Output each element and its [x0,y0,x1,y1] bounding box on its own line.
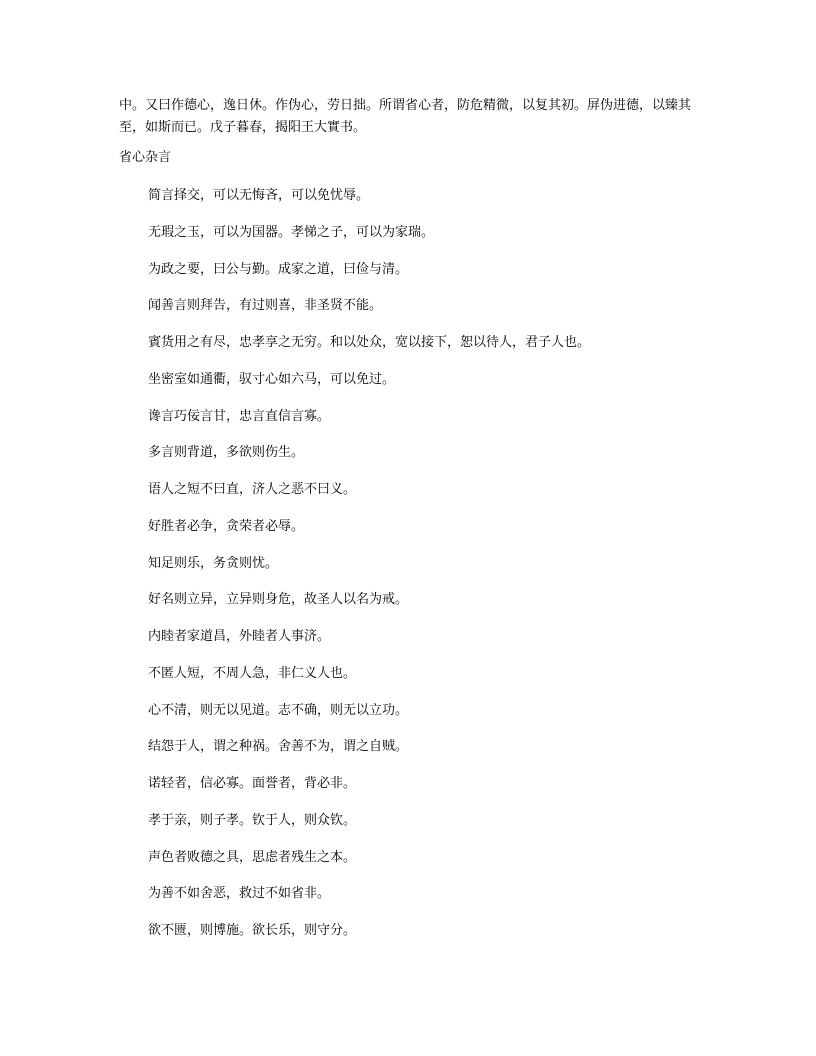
saying-item: 好名则立异，立异则身危，故圣人以名为戒。 [148,592,409,608]
section-title: 省心杂言 [119,150,172,165]
saying-item: 诺轻者，信必寡。面誉者，背必非。 [148,776,357,791]
saying-item: 谗言巧佞言甘，忠言直信言寡。 [148,408,331,424]
saying-item: 内睦者家道昌，外睦者人事济。 [148,629,331,644]
saying-item: 无瑕之玉，可以为国器。孝悌之子，可以为家瑞。 [148,224,435,240]
saying-item: 知足则乐，务贪则忧。 [148,555,279,571]
saying-item: 孝于亲，则子孝。钦于人，则众钦。 [148,812,357,828]
saying-item: 结怨于人，谓之种祸。舍善不为，谓之自贼。 [148,739,409,755]
saying-item: 为政之要，曰公与勤。成家之道，曰俭与清。 [148,261,409,277]
saying-item: 闻善言则拜告，有过则喜，非圣贤不能。 [148,298,383,314]
saying-item: 多言则背道，多欲则伤生。 [148,445,305,461]
saying-item: 为善不如舍恶，救过不如省非。 [148,886,331,902]
saying-item: 賓货用之有尽，忠孝享之无穷。和以处众，宽以接下，恕以待人，君子人也。 [148,335,591,350]
sayings-list [148,188,590,960]
saying-item: 欲不匮，则博施。欲长乐，则守分。 [148,923,357,938]
saying-item: 坐密室如通衢，驭寸心如六马，可以免过。 [148,371,396,387]
saying-item: 声色者败德之具，思虑者残生之本。 [148,849,357,865]
saying-item: 不匿人短，不周人急，非仁义人也。 [148,665,357,681]
saying-item: 语人之短不曰直，济人之恶不曰义。 [148,482,357,497]
saying-item: 简言择交，可以无悔吝，可以免忧辱。 [148,188,370,203]
intro-paragraph: 中。又曰作德心，逸日休。作伪心，劳日拙。所谓省心者，防危精微，以复其初。屏伪进德，以臻其至，如斯而已。戊子暮春，揭阳王大實书。 [119,98,692,135]
saying-item: 好胜者必争，贪荣者必辱。 [148,518,305,534]
saying-item: 心不清，则无以见道。志不确，则无以立功。 [148,702,409,718]
